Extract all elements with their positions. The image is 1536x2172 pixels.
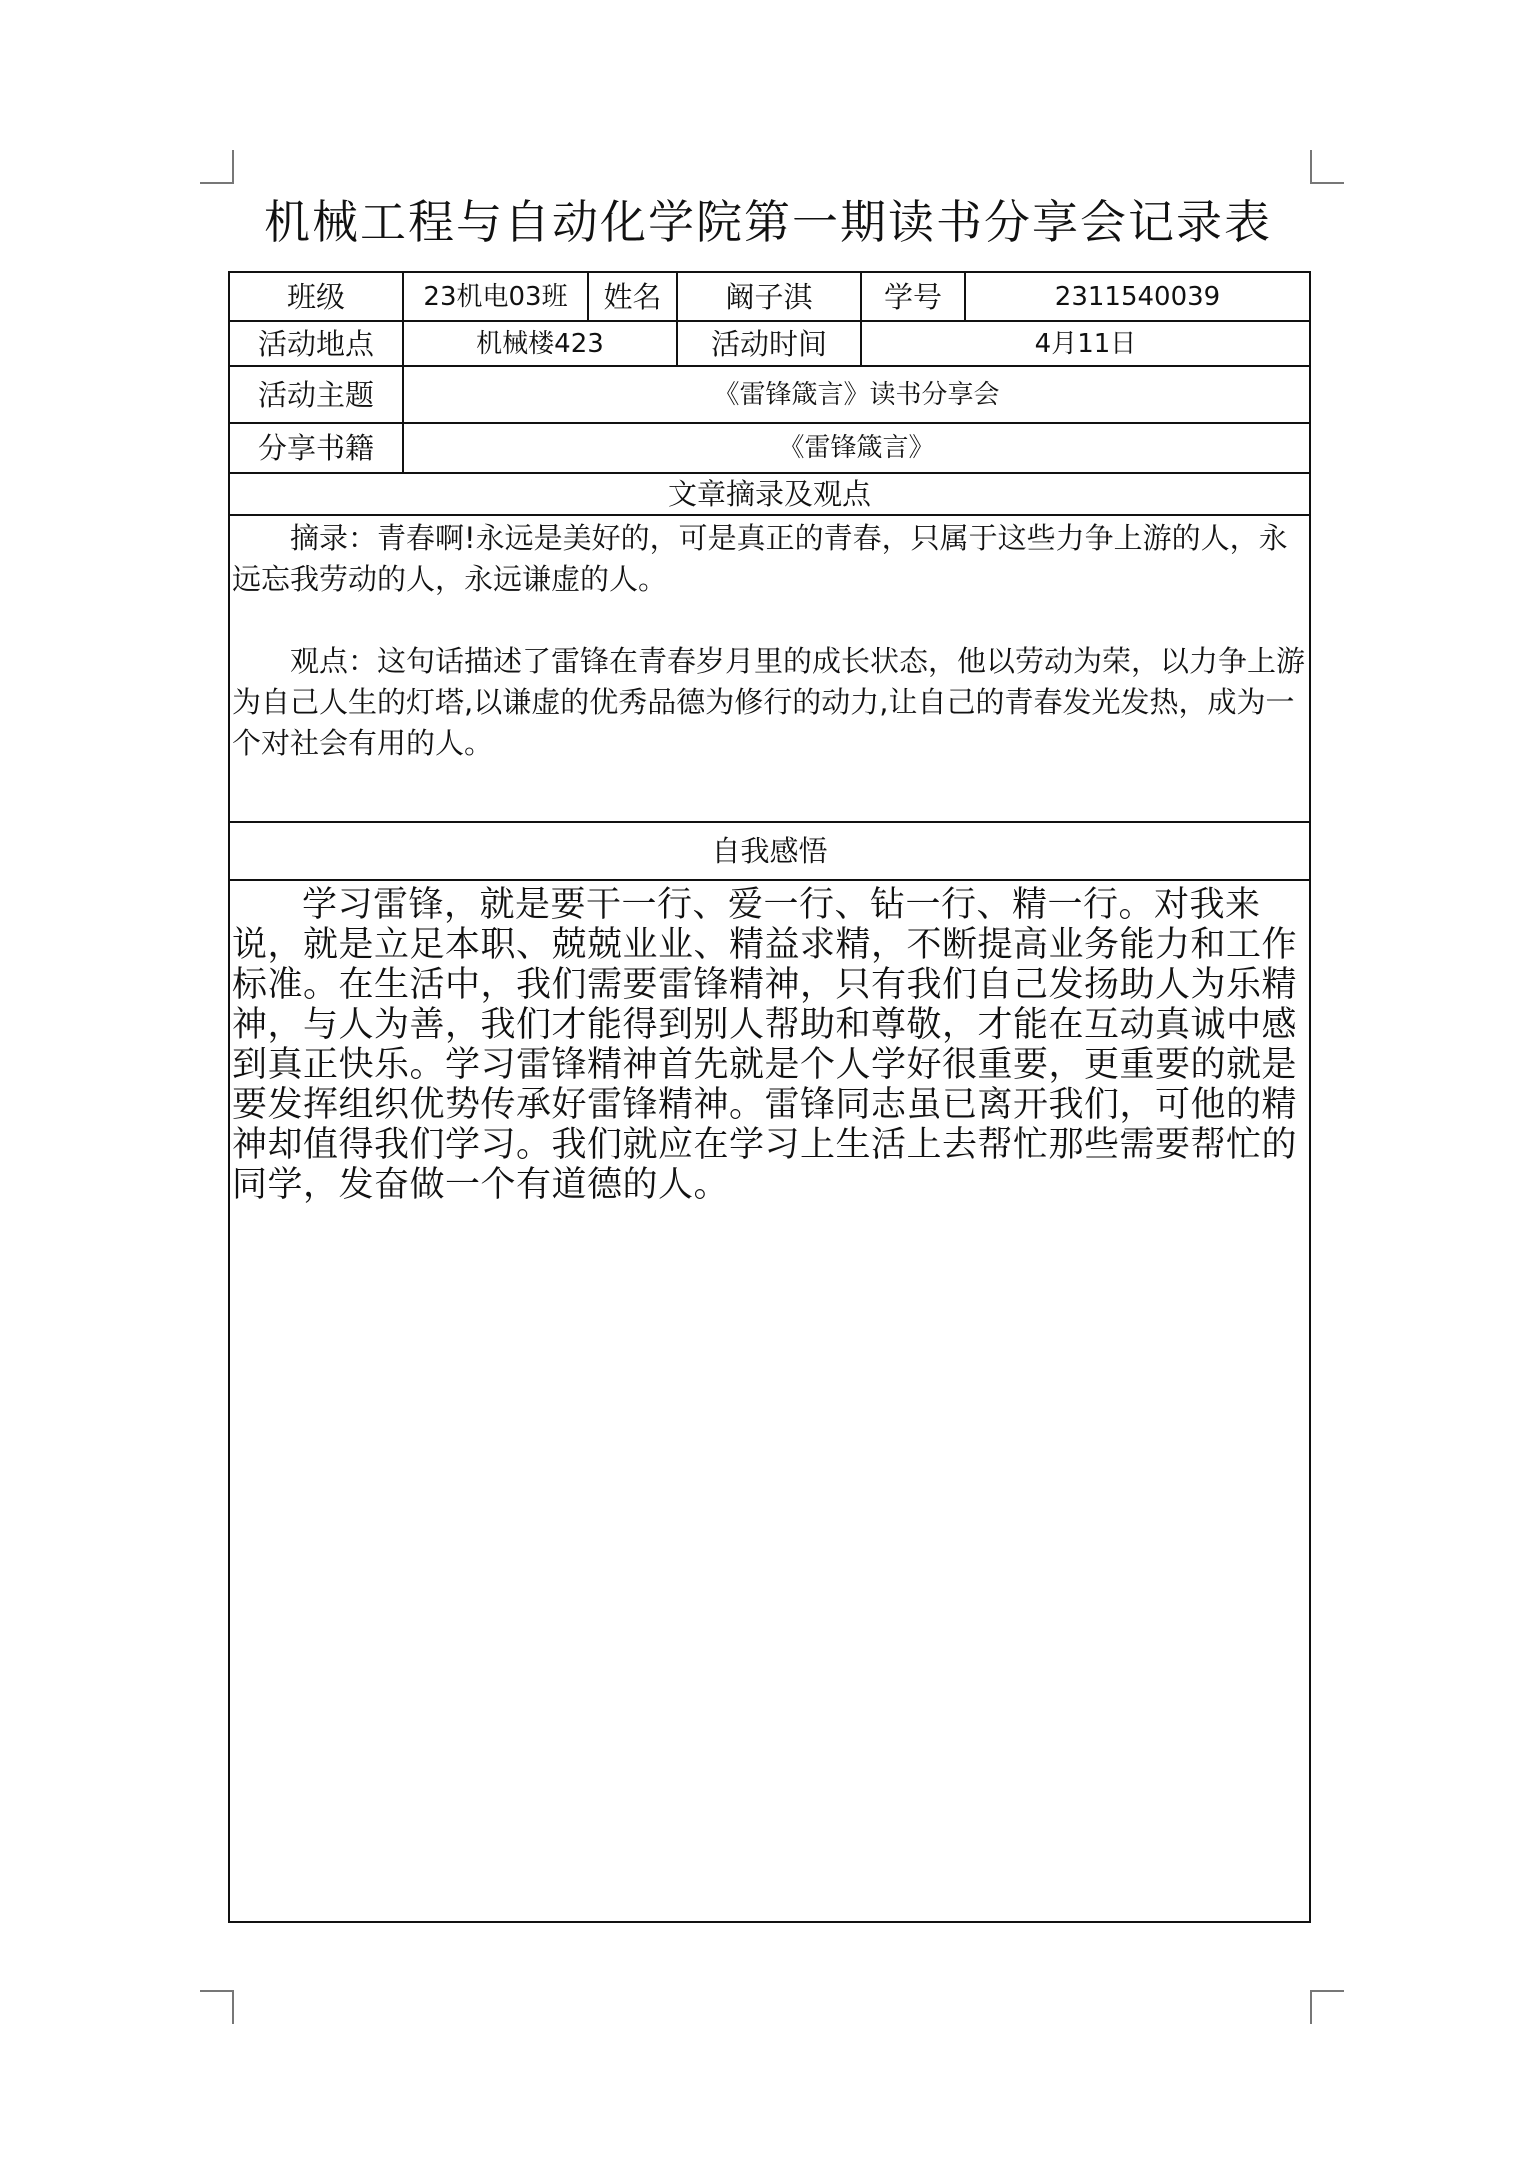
time-label: 活动时间: [677, 321, 861, 366]
name-value: 阚子淇: [677, 272, 861, 321]
book-value: 《雷锋箴言》: [403, 423, 1310, 473]
excerpt-content-cell: [229, 515, 1310, 822]
crop-mark-bottom-right: [1310, 1990, 1344, 2024]
book-label: 分享书籍: [229, 423, 403, 473]
theme-label: 活动主题: [229, 366, 403, 423]
reflection-section-title: 自我感悟: [229, 822, 1310, 880]
theme-row: [229, 366, 1310, 423]
excerpt-content-row: [229, 515, 1310, 822]
record-form-table: [228, 271, 1311, 1923]
location-time-row: [229, 321, 1310, 366]
reflection-paragraph: 学习雷锋，就是要干一行、爱一行、钻一行、精一行。对我来说，就是立足本职、兢兢业业、精益求精，不断提高业务能力和工作标准。在生活中，我们需要雷锋精神，只有我们自己发扬助人为乐精神，与人为善，我们才能得到别人帮助和尊敬，才能在互动真诚中感到真正快乐。学习雷锋精神首先就是个人学好很重要，更重要的就是要发挥组织优势传承好雷锋精神。雷锋同志虽已离开我们，可他的精神却值得我们学习。我们就应在学习上生活上去帮忙那些需要帮忙的同学，发奋做一个有道德的人。: [232, 885, 1298, 1205]
time-value: 4月11日: [861, 321, 1310, 366]
excerpt-section-title: 文章摘录及观点: [229, 473, 1310, 515]
location-value: 机械楼423: [403, 321, 677, 366]
excerpt-paragraph: 摘录：青春啊!永远是美好的，可是真正的青春，只属于这些力争上游的人，永远忘我劳动的人，永远谦虚的人。: [232, 521, 1288, 596]
crop-mark-top-right: [1310, 150, 1344, 184]
theme-value: 《雷锋箴言》读书分享会: [403, 366, 1310, 423]
reflection-section-header-row: [229, 822, 1310, 880]
excerpt-section-header-row: [229, 473, 1310, 515]
student-id-value: 2311540039: [965, 272, 1310, 321]
class-label: 班级: [229, 272, 403, 321]
student-id-label: 学号: [861, 272, 965, 321]
name-label: 姓名: [588, 272, 677, 321]
reflection-content-cell: [229, 880, 1310, 1922]
location-label: 活动地点: [229, 321, 403, 366]
document-title: 机械工程与自动化学院第一期读书分享会记录表: [264, 195, 1272, 249]
crop-mark-bottom-left: [200, 1990, 234, 2024]
reflection-content-row: [229, 880, 1310, 1922]
opinion-paragraph: 观点：这句话描述了雷锋在青春岁月里的成长状态，他以劳动为荣，以力争上游为自己人生的灯塔,以谦虚的优秀品德为修行的动力,让自己的青春发光发热，成为一个对社会有用的人。: [232, 644, 1306, 760]
basic-info-row: [229, 272, 1310, 321]
crop-mark-top-left: [200, 150, 234, 184]
class-value: 23机电03班: [403, 272, 588, 321]
excerpt-content: [230, 516, 1309, 764]
book-row: [229, 423, 1310, 473]
